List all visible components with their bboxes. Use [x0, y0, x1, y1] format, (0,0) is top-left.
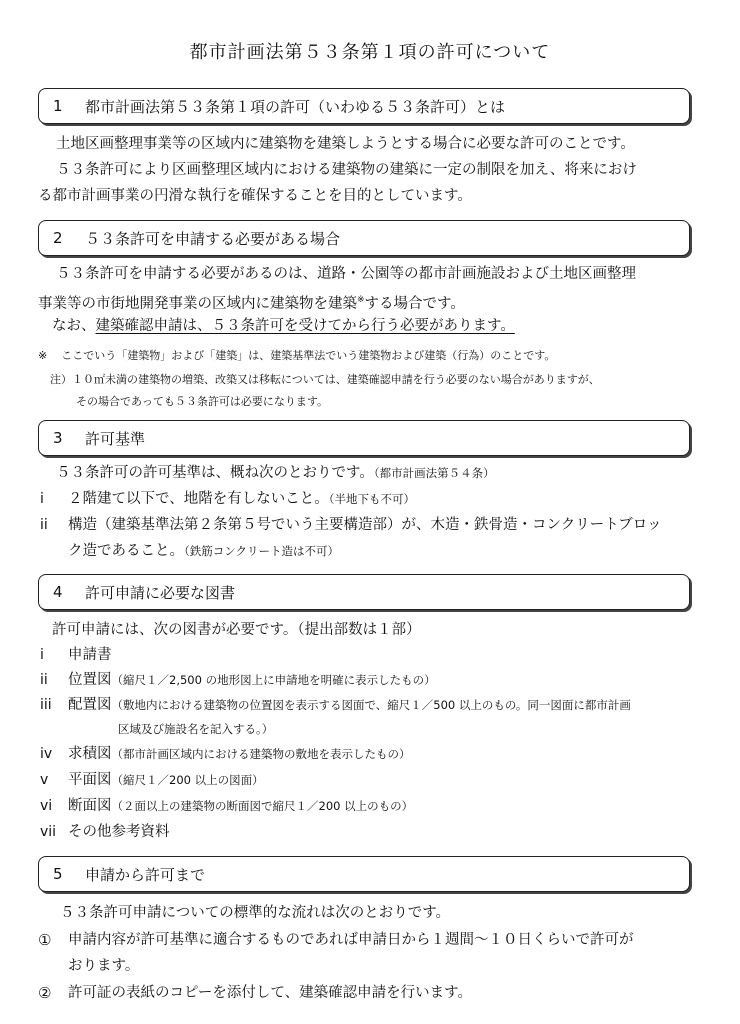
- document-item: 申請書: [68, 647, 112, 663]
- document-name: 求積図: [68, 746, 112, 762]
- caution-mark: 注）: [50, 373, 72, 386]
- list-item-text: ２階建て以下で、地階を有しないこと。: [68, 491, 329, 507]
- section-heading: ５３条許可を申請する必要がある場合: [85, 229, 341, 248]
- section-heading: 都市計画法第５３条第１項の許可（いわゆる５３条許可）とは: [85, 97, 506, 116]
- paragraph-line: る都市計画事業の円滑な執行を確保することを目的としています。: [38, 188, 472, 204]
- emphasis-text: 建築確認申請は、５３条許可を受けてから行う必要があります。: [95, 318, 515, 334]
- list-item: [68, 541, 339, 561]
- section-number: 5: [53, 865, 63, 883]
- paragraph-line: ５３条許可申請についての標準的な流れは次のとおりです。: [60, 905, 451, 921]
- caution-note: その場合であっても５３条許可は必要になります。: [76, 395, 329, 408]
- paragraph-text: なお、: [52, 318, 96, 334]
- list-marker: iii: [40, 697, 52, 713]
- document-item: [68, 744, 411, 764]
- document-desc: （２面以上の建築物の断面図で縮尺１／200 以上のもの）: [111, 799, 414, 813]
- paragraph-text: する場合です。: [364, 295, 465, 312]
- list-marker: v: [40, 772, 49, 788]
- section-number: 4: [53, 583, 63, 601]
- paragraph-text: 事業等の市街地開発事業の区域内に建築物を建築: [38, 295, 357, 312]
- footnote-mark: ※: [38, 349, 48, 362]
- document-item: [68, 770, 264, 790]
- footnote-text: ここでいう「建築物」および「建築」は、建築基準法でいう建築物および建築（行為）のことです。: [61, 349, 556, 362]
- document-name: 配置図: [68, 697, 112, 713]
- footnote-mark: ※: [357, 295, 365, 305]
- document-item: [68, 695, 631, 715]
- caution-text: １０㎡未満の建築物の増築、改築又は移転については、建築確認申請を行う必要のない場合がありますが、: [72, 373, 600, 386]
- list-marker: i: [40, 491, 44, 507]
- caution-note: [50, 370, 600, 390]
- step-text: 申請内容が許可基準に適合するものであれば申請日から１週間～１０日くらいで許可が: [68, 932, 634, 948]
- paragraph-line: ５３条許可を申請する必要があるのは、道路・公園等の都市計画施設および土地区画整理: [56, 266, 636, 282]
- document-item: その他参考資料: [68, 824, 170, 840]
- list-item-note: （鉄筋コンクリート造は不可）: [184, 544, 340, 558]
- paragraph-line: 許可申請には、次の図書が必要です。（提出部数は１部）: [52, 622, 421, 638]
- footnote: [38, 346, 555, 366]
- section-heading: 許可基準: [85, 429, 146, 448]
- step-text: 許可証の表紙のコピーを添付して、建築確認申請を行います。: [68, 985, 472, 1001]
- document-item: [68, 670, 436, 690]
- step-marker: ②: [38, 984, 52, 1002]
- document-desc: （縮尺１／200 以上の図面）: [111, 773, 264, 787]
- section-4-header: [38, 574, 690, 610]
- section-number: 1: [53, 97, 63, 115]
- document-name: 断面図: [68, 798, 112, 814]
- list-marker: i: [40, 647, 44, 663]
- paragraph-text: ５３条許可の許可基準は、概ね次のとおりです。: [56, 465, 374, 481]
- document-desc: 区域及び施設名を記入する。）: [118, 722, 274, 736]
- paragraph-line: 土地区画整理事業等の区域内に建築物を建築しようとする場合に必要な許可のことです。: [56, 136, 635, 152]
- list-item: [68, 489, 415, 509]
- paragraph-line: [52, 316, 515, 336]
- list-item-text: ク造であること。: [68, 543, 184, 559]
- paragraph-line: [56, 463, 495, 483]
- section-heading: 許可申請に必要な図書: [85, 583, 236, 602]
- section-3-header: [38, 420, 690, 456]
- step-text: おります。: [68, 958, 140, 974]
- list-marker: iv: [40, 746, 53, 762]
- list-marker: vi: [40, 798, 53, 814]
- section-2-header: [38, 220, 690, 256]
- paragraph-line: [38, 290, 465, 314]
- reference-text: （都市計画法第５４条）: [373, 466, 495, 480]
- page-title: 都市計画法第５３条第１項の許可について: [189, 42, 551, 63]
- paragraph-line: ５３条許可により区画整理区域内における建築物の建築に一定の制限を加え、将来におけ: [56, 162, 637, 178]
- document-desc: （敷地内における建築物の位置図を表示する図面で、縮尺１／500 以上のもの。同一図面に都市計画: [111, 698, 631, 712]
- list-item: 構造（建築基準法第２条第５号でいう主要構造部）が、木造・鉄骨造・コンクリートブロッ: [68, 517, 662, 533]
- list-marker: ii: [40, 672, 48, 688]
- section-5-header: [38, 856, 690, 892]
- document-item: [68, 796, 413, 816]
- list-item-note: （半地下も不可）: [328, 492, 415, 506]
- list-marker: ii: [40, 517, 48, 533]
- step-marker: ①: [38, 931, 52, 949]
- section-number: 2: [53, 229, 63, 247]
- document-name: 平面図: [68, 772, 112, 788]
- list-marker: vii: [40, 824, 57, 840]
- section-number: 3: [53, 429, 63, 447]
- document-desc: （縮尺１／2,500 の地形図上に申請地を明確に表示したもの）: [111, 673, 436, 687]
- section-1-header: [38, 88, 690, 124]
- section-heading: 申請から許可まで: [85, 865, 206, 884]
- document-name: 位置図: [68, 672, 112, 688]
- document-desc: （都市計画区域内における建築物の敷地を表示したもの）: [111, 747, 411, 761]
